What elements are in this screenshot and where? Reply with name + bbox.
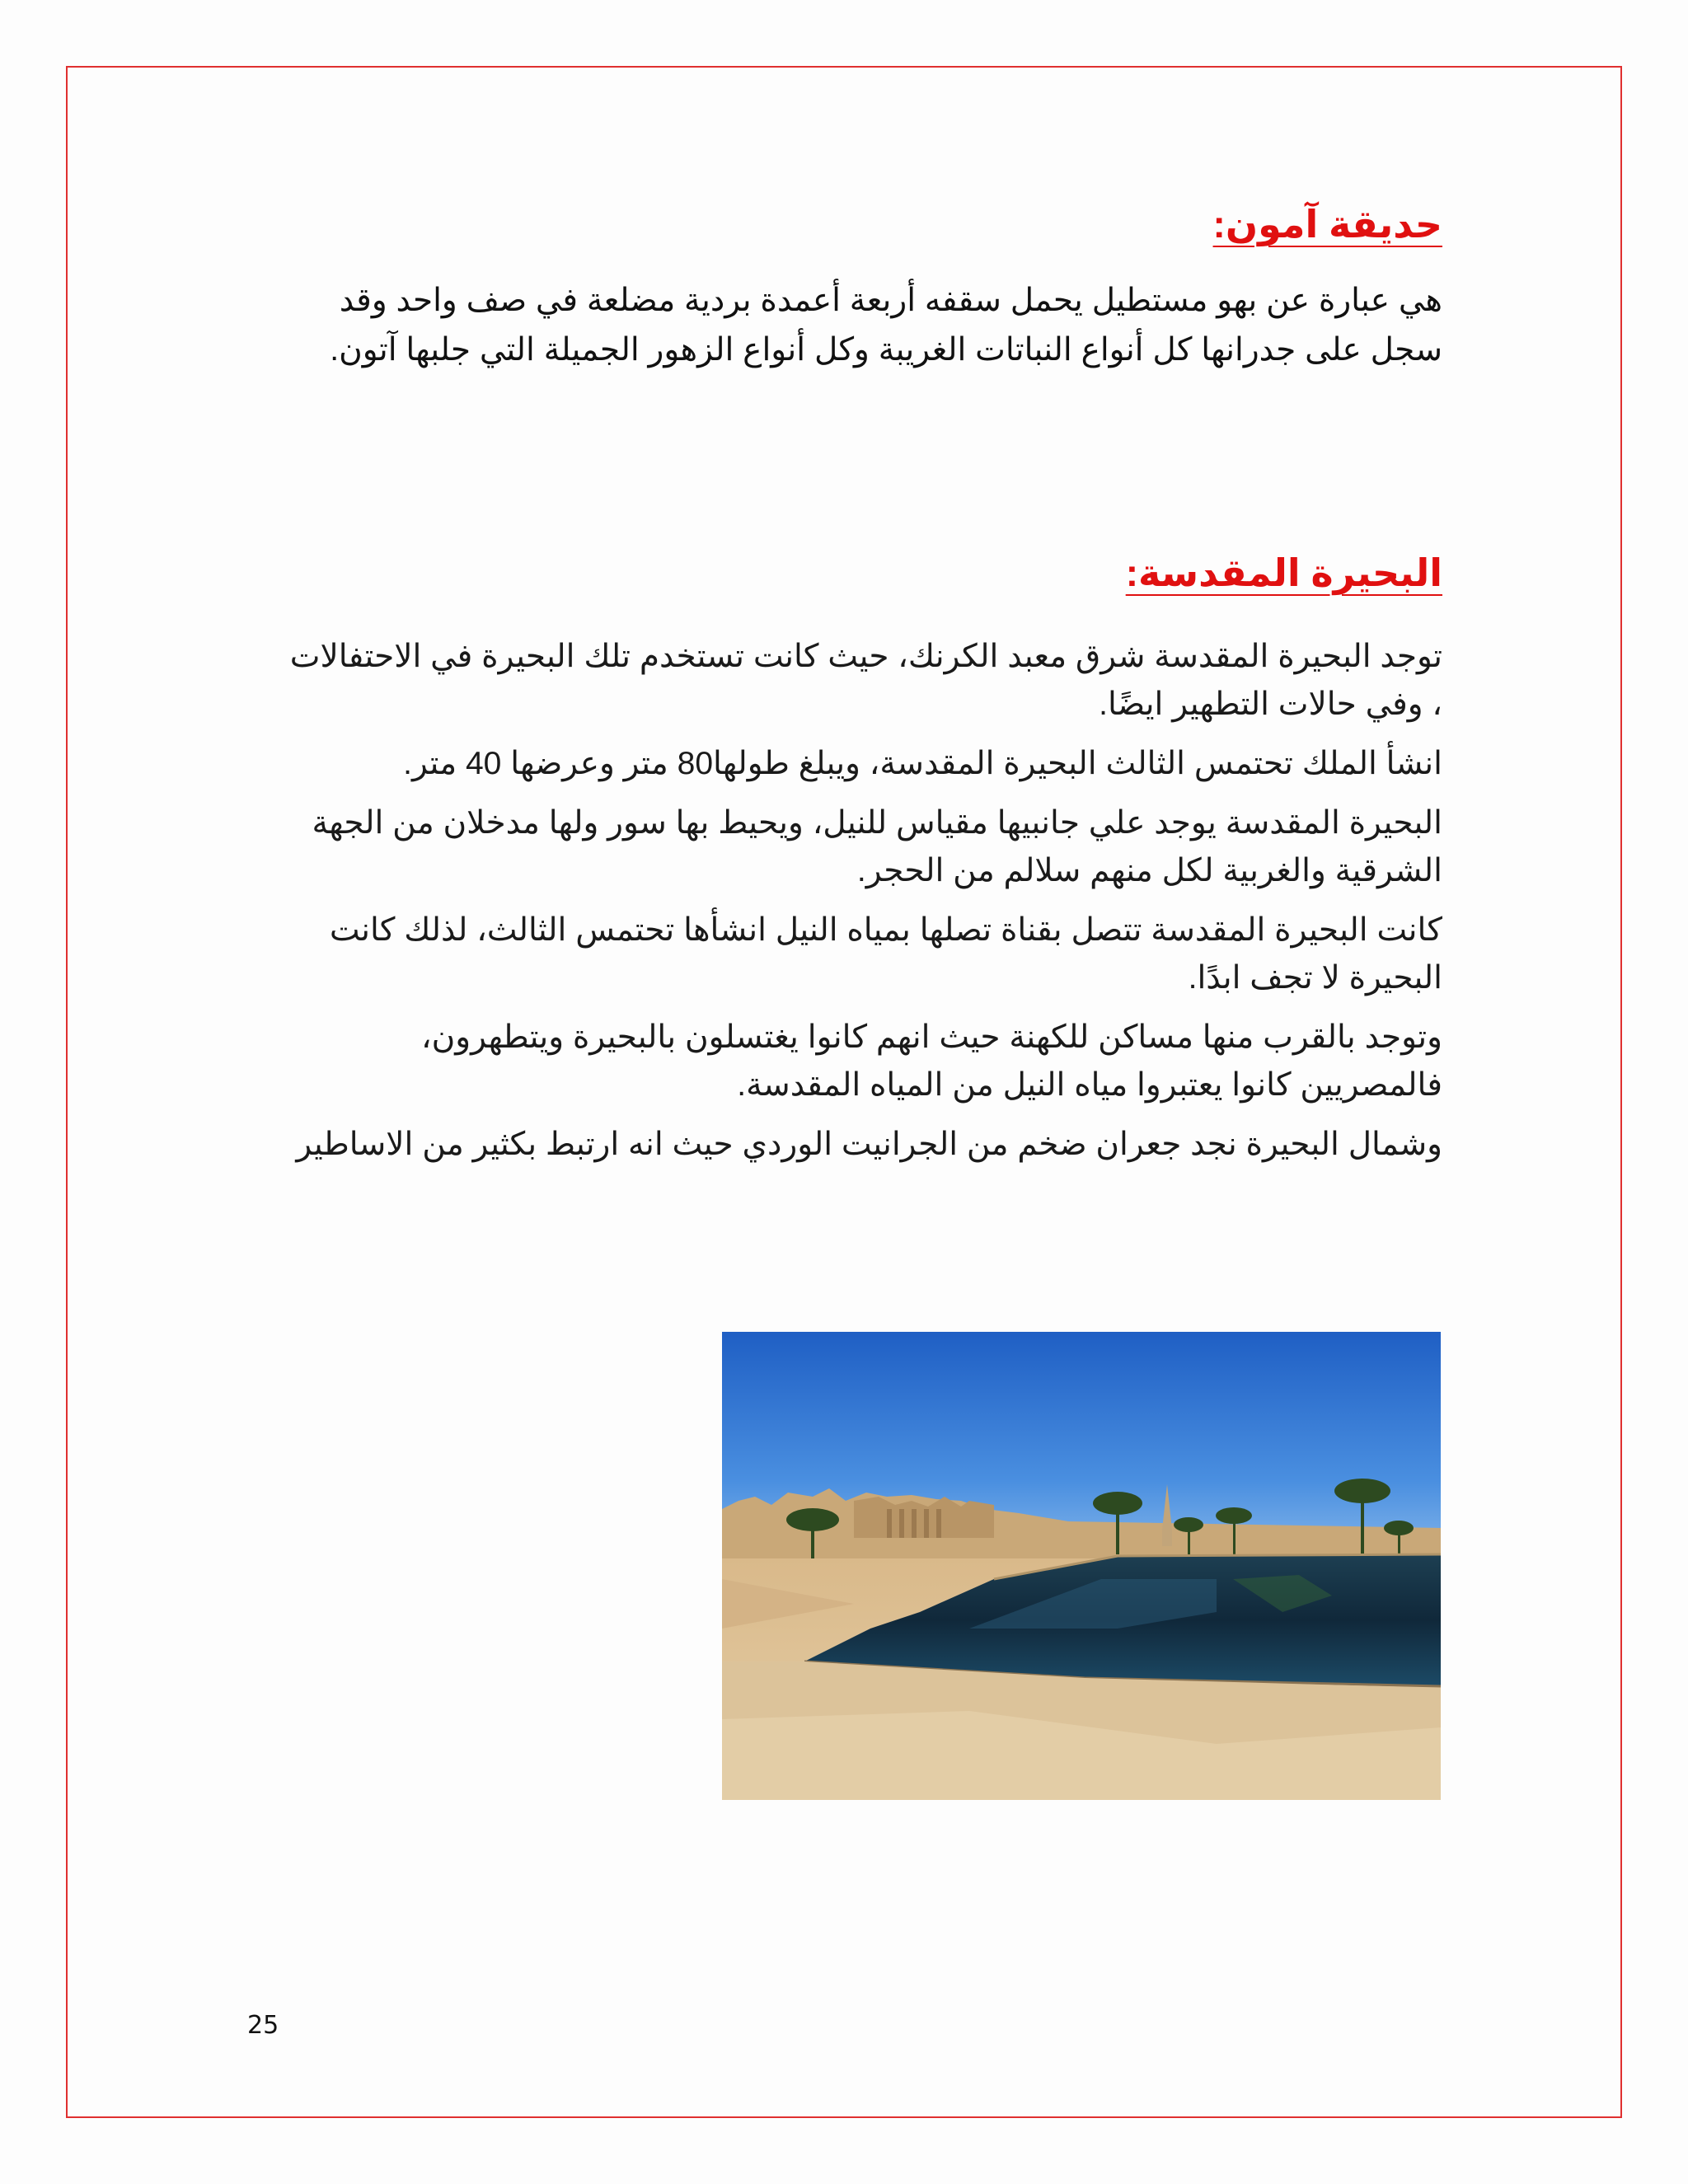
paragraph: كانت البحيرة المقدسة تتصل بقناة تصلها بمياه النيل انشأها تحتمس الثالث، لذلك كانت البحيرة لا تجف ابدًا. xyxy=(329,912,1442,996)
paragraph-amun-garden: هي عبارة عن بهو مستطيل يحمل سقفه أربعة أعمدة بردية مضلعة في صف واحد وقد سجل على جدرانها كل أنواع النباتات الغريبة وكل أنواع الزهور الجميلة التي جلبها آتون. xyxy=(330,283,1442,368)
paragraph: وشمال البحيرة نجد جعران ضخم من الجرانيت الوردي حيث انه ارتبط بكثير من الاساطير xyxy=(296,1127,1442,1162)
paragraph: انشأ الملك تحتمس الثالث البحيرة المقدسة، ويبلغ طولها80 متر وعرضها 40 متر. xyxy=(403,746,1442,781)
paragraph: توجد البحيرة المقدسة شرق معبد الكرنك، حيث كانت تستخدم تلك البحيرة في الاحتفالات ، وفي حالات التطهير ايضًا. xyxy=(289,639,1442,722)
paragraph: وتوجد بالقرب منها مساكن للكهنة حيث انهم كانوا يغتسلون بالبحيرة ويتطهرون، فالمصريين كانوا يعتبروا مياه النيل من المياه المقدسة. xyxy=(421,1019,1442,1103)
heading-amun-garden: حديقة آمون: xyxy=(1212,203,1442,246)
heading-sacred-lake: البحيرة المقدسة: xyxy=(1125,551,1442,594)
sacred-lake-photo xyxy=(722,1332,1441,1800)
page-number: 25 xyxy=(247,2011,279,2040)
sacred-lake-paragraphs xyxy=(288,633,1442,1180)
paragraph: البحيرة المقدسة يوجد علي جانبيها مقياس للنيل، ويحيط بها سور ولها مدخلان من الجهة الشرقية والغربية لكل منهم سلالم من الحجر. xyxy=(312,805,1442,888)
